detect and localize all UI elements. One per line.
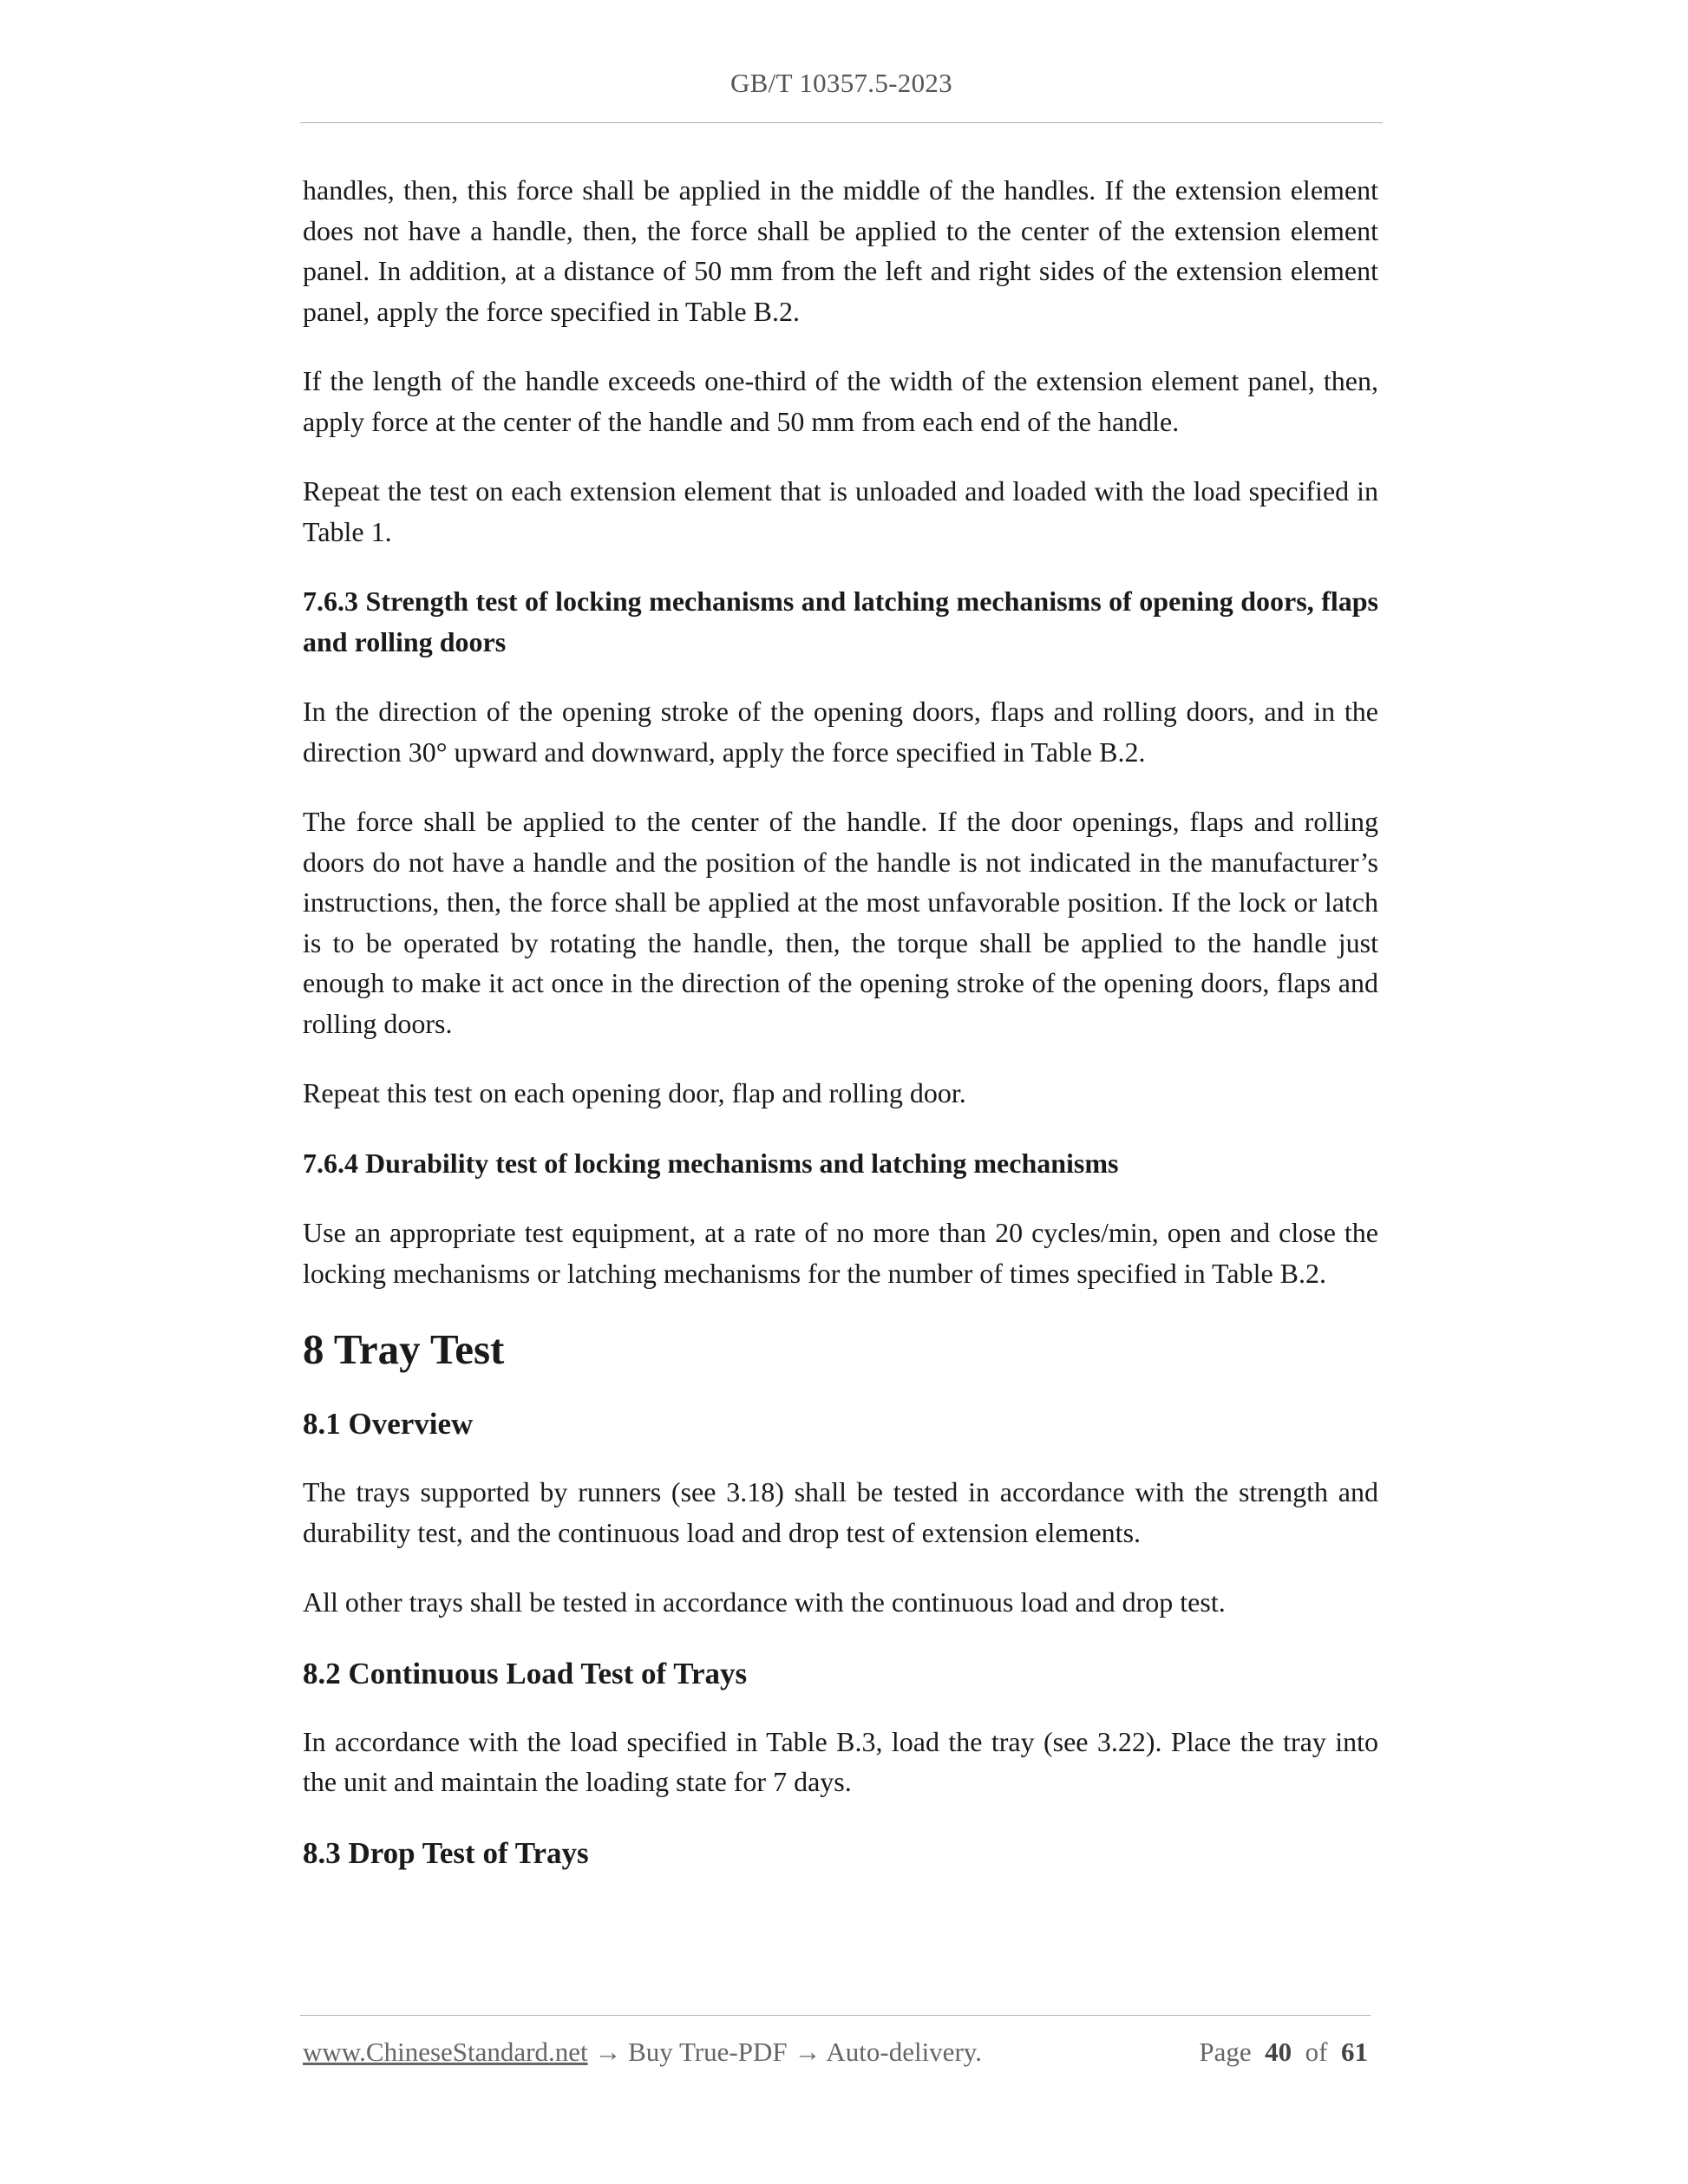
paragraph: Use an appropriate test equipment, at a rate of no more than 20 cycles/min, open and close the locking mechanisms or latching mechanisms for the number of times specified in Table B.2. (303, 1217, 1378, 1289)
subsection-heading-7-6-3: 7.6.3 Strength test of locking mechanisms and latching mechanisms of opening doors, flaps and rolling doors (303, 585, 1378, 657)
section-heading-8-1: 8.1 Overview (303, 1407, 474, 1441)
paragraph: In accordance with the load specified in Table B.3, load the tray (see 3.22). Place the tray into the unit and maintain the loading state for 7 days. (303, 1725, 1378, 1797)
paragraph: The force shall be applied to the center of the handle. If the door openings, flaps and rolling doors do not have a handle and the position of the handle is not indicated in the manufacturer’s instructions, then, the force shall be applied at the most unfavorable position. If the lock or latch is to be operated by rotating the handle, then, the torque shall be applied to the handle just enough to make it act once in the direction of the opening stroke of the opening doors, flaps and rolling doors. (303, 806, 1378, 1039)
page-number (1199, 2032, 1368, 2072)
paragraph: In the direction of the opening stroke of the opening doors, flaps and rolling doors, and in the direction 30° upward and downward, apply the force specified in Table B.2. (303, 696, 1378, 768)
page-label: Page (1199, 2037, 1252, 2067)
footer-promo (303, 2032, 982, 2072)
paragraph: If the length of the handle exceeds one-third of the width of the extension element panel, then, apply force at the center of the handle and 50 mm from each end of the handle. (303, 365, 1378, 437)
subsection-heading-7-6-4: 7.6.4 Durability test of locking mechanisms and latching mechanisms (303, 1147, 1119, 1179)
page-current: 40 (1265, 2037, 1292, 2067)
document-code-header: GB/T 10357.5-2023 (730, 68, 952, 98)
footer-promo-text: → Buy True-PDF → Auto-delivery. (587, 2037, 982, 2067)
page-total: 61 (1341, 2037, 1368, 2067)
paragraph: Repeat the test on each extension element that is unloaded and loaded with the load specified in Table 1. (303, 475, 1378, 547)
section-heading-8-2: 8.2 Continuous Load Test of Trays (303, 1656, 748, 1690)
paragraph: handles, then, this force shall be applied in the middle of the handles. If the extension element does not have a handle, then, the force shall be applied to the center of the extension element panel. In addition, at a distance of 50 mm from the left and right sides of the extension element panel, apply the force specified in Table B.2. (303, 174, 1378, 327)
header-divider (300, 122, 1383, 123)
paragraph: All other trays shall be tested in accordance with the continuous load and drop test. (303, 1586, 1226, 1618)
paragraph: The trays supported by runners (see 3.18) shall be tested in accordance with the strength and durability test, and the continuous load and drop test of extension elements. (303, 1476, 1378, 1548)
footer-divider (300, 2015, 1371, 2016)
paragraph: Repeat this test on each opening door, flap and rolling door. (303, 1077, 966, 1108)
document-body (303, 170, 1378, 1901)
section-heading-8-3: 8.3 Drop Test of Trays (303, 1835, 589, 1870)
chinese-standard-link[interactable]: www.ChineseStandard.net (303, 2037, 588, 2067)
page-of-label: of (1305, 2037, 1328, 2067)
section-heading-8: 8 Tray Test (303, 1325, 505, 1373)
